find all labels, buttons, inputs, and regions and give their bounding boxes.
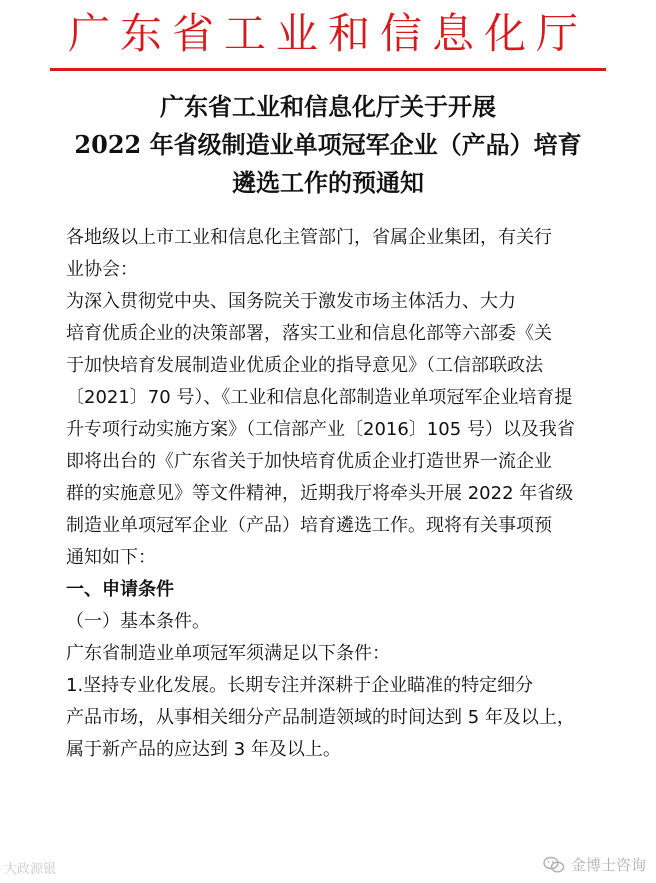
body-line: 产品市场，从事相关细分产品制造领域的时间达到 5 年及以上， — [66, 707, 575, 728]
header-org-name: 广东省工业和信息化厅 — [67, 9, 588, 58]
body-line: 各地级以上市工业和信息化主管部门，省属企业集团，有关行 — [66, 227, 552, 248]
body-line: 为深入贯彻党中央、国务院关于激发市场主体活力、大力 — [66, 291, 516, 312]
body-line: 属于新产品的应达到 3 年及以上。 — [66, 739, 341, 760]
document-body — [66, 222, 606, 766]
body-line: 升专项行动实施方案》（工信部产业〔2016〕105 号）以及我省 — [66, 419, 575, 440]
title-line-1: 广东省工业和信息化厅关于开展 — [160, 92, 496, 121]
body-line: 广东省制造业单项冠军须满足以下条件： — [66, 643, 390, 664]
body-line: 即将出台的《广东省关于加快培育优质企业打造世界一流企业 — [66, 451, 552, 472]
subsection-heading-basic-conditions: （一）基本条件。 — [66, 611, 210, 632]
title-line-3: 遴选工作的预通知 — [232, 168, 424, 197]
watermark-left: 大政源银 — [4, 862, 57, 877]
body-line: 通知如下： — [66, 547, 156, 568]
footer-watermarks — [0, 843, 656, 883]
watermark-right-label: 金博士咨询 — [570, 856, 646, 874]
watermark-right — [543, 854, 646, 875]
section-heading-application-conditions: 一、申请条件 — [66, 579, 174, 600]
body-line: 制造业单项冠军企业（产品）培育遴选工作。现将有关事项预 — [66, 515, 552, 536]
document-title — [40, 88, 616, 202]
body-line: 培育优质企业的决策部署，落实工业和信息化部等六部委《关 — [66, 323, 552, 344]
wechat-icon — [543, 856, 565, 874]
body-line: 〔2021〕70 号）、《工业和信息化部制造业单项冠军企业培育提 — [66, 387, 573, 408]
header-red-rule — [50, 68, 606, 71]
body-line: 群的实施意见》等文件精神，近期我厅将牵头开展 2022 年省级 — [66, 483, 574, 504]
body-line: 业协会： — [66, 259, 138, 280]
body-line: 于加快培育发展制造业优质企业的指导意见》（工信部联政法 — [66, 355, 543, 376]
body-line: 1.坚持专业化发展。长期专注并深耕于企业瞄准的特定细分 — [66, 675, 534, 696]
title-line-2: 2022 年省级制造业单项冠军企业（产品）培育 — [74, 130, 582, 159]
